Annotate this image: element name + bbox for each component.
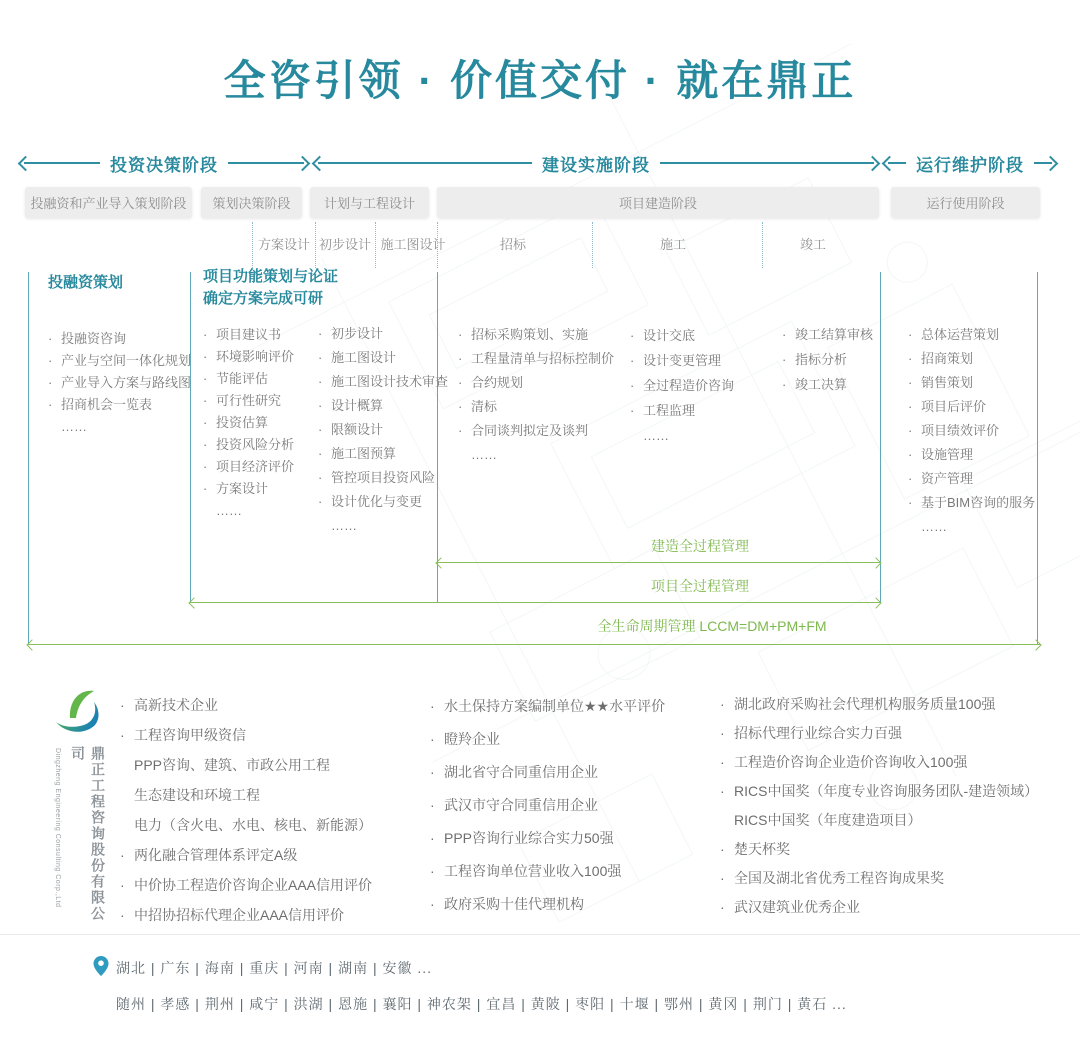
substage-construction-drawing: 施工图设计 (380, 237, 446, 252)
list-item: · 湖北省守合同重信用企业 (430, 764, 598, 780)
footer-provinces: 湖北 | 广东 | 海南 | 重庆 | 河南 | 湖南 | 安徽 ... (116, 960, 433, 976)
list-item: · 设计优化与变更 (318, 494, 423, 509)
stage-box-operation-use: 运行使用阶段 (891, 187, 1040, 218)
service-list (630, 323, 734, 448)
list-item: · PPP咨询行业综合实力50强 (430, 830, 614, 846)
column-boundary-line (28, 272, 29, 645)
substage-bidding: 招标 (499, 237, 527, 252)
arrow-left-icon (18, 155, 34, 171)
list-item: · 总体运营策划 (908, 327, 1000, 342)
column-heading: 确定方案完成可研 (203, 290, 324, 307)
list-item: · 水土保持方案编制单位★★水平评价 (430, 698, 666, 714)
list-item: · 指标分析 (782, 352, 848, 367)
arrow-left-icon (312, 155, 328, 171)
stage-box-financing: 投融资和产业导入策划阶段 (25, 187, 192, 218)
divider-dotted (375, 222, 376, 268)
substage-construction: 施工 (659, 237, 687, 252)
list-item: · 投融资咨询 (48, 331, 127, 346)
service-column-operation (908, 323, 1035, 539)
column-boundary-line (880, 272, 881, 603)
list-item: · 招商机会一览表 (48, 397, 153, 412)
mgmt-span-life-cycle: 全生命周期管理 LCCM=DM+PM+FM (597, 618, 827, 634)
list-item: · 初步设计 (318, 326, 384, 341)
page-title: 全咨引领 · 价值交付 · 就在鼎正 (223, 57, 857, 104)
list-item: · 可行性研究 (203, 393, 282, 408)
list-item: · 方案设计 (203, 481, 269, 496)
list-item: · 招商策划 (908, 351, 974, 366)
list-item: · 管控项目投资风险 (318, 470, 436, 485)
list-item: · 全过程造价咨询 (630, 378, 735, 393)
list-item: · 中价协工程造价咨询企业AAA信用评价 (120, 877, 373, 893)
list-item: · 投资估算 (203, 415, 269, 430)
divider-dotted (315, 222, 316, 268)
list-item: · 合同谈判拟定及谈判 (458, 423, 589, 438)
substage-preliminary-design: 初步设计 (318, 237, 372, 252)
list-item: · 施工图预算 (318, 446, 397, 461)
list-item: · 清标 (458, 399, 498, 414)
substage-scheme-design: 方案设计 (257, 237, 311, 252)
list-item: · 设计交底 (630, 328, 696, 343)
list-item: · 高新技术企业 (120, 697, 218, 713)
list-item: · 节能评估 (203, 371, 269, 386)
list-item: · 两化融合管理体系评定A级 (120, 847, 298, 863)
company-name-en: Dingzheng Engineering Consulting Corp.,Ltd (54, 748, 61, 908)
achievements-column-1 (120, 690, 372, 930)
list-item: · RICS中国奖（年度专业咨询服务团队-建造领域） (720, 783, 1039, 799)
list-item: · 武汉市守合同重信用企业 (430, 797, 598, 813)
phase-arrow-investment-decision (20, 152, 308, 174)
list-item: · 工程咨询单位营业收入100强 (430, 863, 622, 879)
list-item: · 全国及湖北省优秀工程咨询成果奖 (720, 870, 944, 886)
location-pin-icon (93, 956, 109, 976)
stage-box-plan-design: 计划与工程设计 (310, 187, 429, 218)
service-column-construction-mgmt (630, 323, 734, 448)
column-heading: 项目功能策划与论证 (203, 268, 339, 285)
company-logo-icon (48, 684, 110, 742)
list-item: · 竣工决算 (782, 377, 848, 392)
double-arrow-line (28, 644, 1040, 645)
list-item: PPP咨询、建筑、市政公用工程 (134, 757, 331, 773)
section-divider (0, 934, 1080, 935)
achievement-list (120, 690, 372, 930)
list-item: …… (921, 519, 947, 534)
list-item: · 工程监理 (630, 403, 696, 418)
list-item: · 项目经济评价 (203, 459, 295, 474)
service-list (458, 323, 614, 467)
list-item: · 产业导入方案与路线图 (48, 375, 192, 390)
column-heading: 投融资策划 (48, 274, 124, 291)
list-item: …… (61, 419, 87, 434)
achievement-list (430, 690, 665, 921)
list-item: · 瞪羚企业 (430, 731, 500, 747)
list-item: · 湖北政府采购社会代理机构服务质量100强 (720, 696, 996, 712)
stage-box-planning-decision: 策划决策阶段 (201, 187, 302, 218)
list-item: · 项目后评价 (908, 399, 987, 414)
phase-arrow-operation (884, 152, 1056, 174)
substage-completion: 竣工 (799, 237, 827, 252)
company-name-cn: 鼎正工程咨询股份有限公司 (70, 746, 106, 922)
list-item: · 资产管理 (908, 471, 974, 486)
column-boundary-line (1037, 272, 1038, 645)
list-item: …… (331, 518, 357, 533)
divider-dotted (252, 222, 253, 268)
service-column-financing-planning (48, 272, 191, 438)
list-item: · 招标采购策划、实施 (458, 327, 589, 342)
list-item: · 设施管理 (908, 447, 974, 462)
list-item: · 工程造价咨询企业造价咨询收入100强 (720, 754, 968, 770)
list-item: · 设计变更管理 (630, 353, 722, 368)
arrow-left-icon (882, 155, 898, 171)
arrow-right-icon (865, 155, 881, 171)
arrow-right-icon (295, 155, 311, 171)
list-item: · 项目绩效评价 (908, 423, 1000, 438)
list-item: · 产业与空间一体化规划 (48, 353, 192, 368)
service-column-design (318, 322, 448, 538)
list-item: · 合约规划 (458, 375, 524, 390)
achievements-column-3 (720, 690, 1038, 922)
list-item: · 武汉建筑业优秀企业 (720, 899, 860, 915)
list-item: · 投资风险分析 (203, 437, 295, 452)
list-item: · 竣工结算审核 (782, 327, 874, 342)
mgmt-span-project-whole-process: 项目全过程管理 (651, 578, 749, 594)
list-item: · 施工图设计 (318, 350, 397, 365)
service-list (782, 322, 873, 397)
service-list (48, 328, 191, 438)
list-item: 电力（含火电、水电、核电、新能源） (134, 817, 372, 833)
phase-label: 建设实施阶段 (542, 155, 650, 175)
list-item: · 施工图设计技术审查 (318, 374, 449, 389)
list-item: · 设计概算 (318, 398, 384, 413)
list-item: · 环境影响评价 (203, 349, 295, 364)
list-item: · 限额设计 (318, 422, 384, 437)
list-item: · 项目建议书 (203, 327, 282, 342)
achievement-list (720, 690, 1038, 922)
list-item: · 工程量清单与招标控制价 (458, 351, 615, 366)
mgmt-span-construction-whole-process: 建造全过程管理 (651, 538, 749, 554)
double-arrow-line (437, 562, 880, 563)
phase-arrow-construction (314, 152, 878, 174)
list-item: · 基于BIM咨询的服务 (908, 495, 1036, 510)
service-column-bidding (458, 323, 614, 467)
list-item: …… (216, 503, 242, 518)
arrow-right-icon (1043, 155, 1059, 171)
list-item: · 工程咨询甲级资信 (120, 727, 246, 743)
list-item: …… (471, 447, 497, 462)
stage-box-project-construction: 项目建造阶段 (437, 187, 879, 218)
phase-label: 运行维护阶段 (916, 155, 1024, 175)
service-list (318, 322, 448, 538)
service-list (908, 323, 1035, 539)
double-arrow-line (190, 602, 880, 603)
list-item: · 政府采购十佳代理机构 (430, 896, 584, 912)
divider-dotted (762, 222, 763, 268)
list-item: · 招标代理行业综合实力百强 (720, 725, 902, 741)
list-item: · 销售策划 (908, 375, 974, 390)
divider-dotted (592, 222, 593, 268)
phase-label: 投资决策阶段 (110, 155, 218, 175)
list-item: …… (643, 428, 669, 443)
list-item: 生态建设和环境工程 (134, 787, 260, 803)
list-item: · 楚天杯奖 (720, 841, 790, 857)
list-item: · 中招协招标代理企业AAA信用评价 (120, 907, 345, 923)
footer-cities: 随州 | 孝感 | 荆州 | 咸宁 | 洪湖 | 恩施 | 襄阳 | 神农架 | 宜昌 | 黄陂 | 枣阳 | 十堰 | 鄂州 | 黄冈 | 荆门 | 黄石 ... (116, 996, 847, 1012)
achievements-column-2 (430, 690, 665, 921)
service-column-completion (782, 322, 873, 397)
list-item: RICS中国奖（年度建造项目） (734, 812, 922, 828)
